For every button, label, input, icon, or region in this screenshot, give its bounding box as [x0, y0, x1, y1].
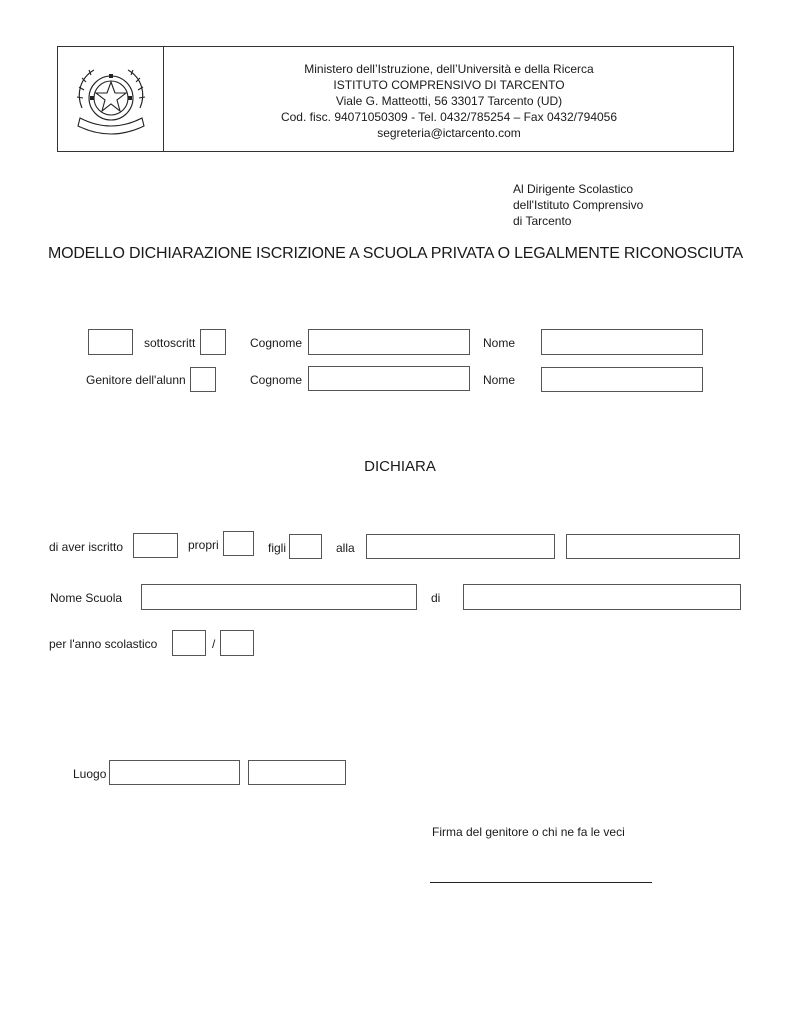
header-box [57, 46, 734, 152]
school-email: segreteria@ictarcento.com [377, 126, 521, 140]
form-title: MODELLO DICHIARAZIONE ISCRIZIONE A SCUOLA PRIVATA O LEGALMENTE RICONOSCIUTA [47, 245, 744, 262]
propri-label: propri [188, 538, 219, 552]
figli-suffix-field[interactable] [289, 534, 322, 559]
luogo-field[interactable] [109, 760, 240, 785]
nome-label: Nome [483, 336, 516, 350]
nome-scuola-label: Nome Scuola [50, 591, 123, 605]
school-contacts: Cod. fisc. 94071050309 - Tel. 0432/785254 – Fax 0432/794056 [280, 110, 618, 124]
recipient-line: di Tarcento [513, 214, 572, 228]
iscritto-suffix-field[interactable] [133, 533, 178, 558]
sezione-field[interactable] [566, 534, 740, 559]
alla-label: alla [336, 541, 355, 555]
school-address: Viale G. Matteotti, 56 33017 Tarcento (UD) [335, 94, 563, 108]
luogo-label: Luogo [73, 767, 107, 781]
title-prefix-field[interactable] [88, 329, 133, 355]
data-field[interactable] [248, 760, 346, 785]
italian-republic-emblem-icon [72, 60, 150, 140]
anno-fine-field[interactable] [220, 630, 254, 656]
recipient-block [513, 181, 643, 229]
firma-label: Firma del genitore o chi ne fa le veci [432, 825, 625, 839]
nome-label: Nome [483, 373, 516, 387]
anno-separator: / [212, 637, 216, 651]
dichiarante-nome-field[interactable] [541, 329, 703, 355]
dichiarante-cognome-field[interactable] [308, 329, 470, 355]
cognome-label: Cognome [250, 336, 303, 350]
iscritto-label: di aver iscritto [49, 540, 124, 554]
school-letterhead [164, 61, 734, 141]
nome-scuola-field[interactable] [141, 584, 417, 610]
recipient-line: dell'Istituto Comprensivo [513, 198, 644, 212]
ministry-line: Ministero dell’Istruzione, dell’Università e della Ricerca [304, 62, 594, 76]
di-label: di [431, 591, 441, 605]
propri-suffix-field[interactable] [223, 531, 254, 556]
dichiara-heading: DICHIARA [364, 458, 436, 475]
classe-field[interactable] [366, 534, 555, 559]
genitore-label: Genitore dell'alunn [86, 373, 186, 387]
comune-scuola-field[interactable] [463, 584, 741, 610]
sottoscritto-label: sottoscritt [144, 336, 196, 350]
sottoscritto-suffix-field[interactable] [200, 329, 226, 355]
alunno-suffix-field[interactable] [190, 367, 216, 392]
school-name: ISTITUTO COMPRENSIVO DI TARCENTO [333, 78, 565, 92]
signature-line[interactable] [430, 882, 652, 883]
alunno-cognome-field[interactable] [308, 366, 470, 391]
anno-inizio-field[interactable] [172, 630, 206, 656]
figli-label: figli [268, 541, 287, 555]
alunno-nome-field[interactable] [541, 367, 703, 392]
recipient-line: Al Dirigente Scolastico [513, 182, 634, 196]
anno-scolastico-label: per l'anno scolastico [49, 637, 158, 651]
cognome-label: Cognome [250, 373, 303, 387]
